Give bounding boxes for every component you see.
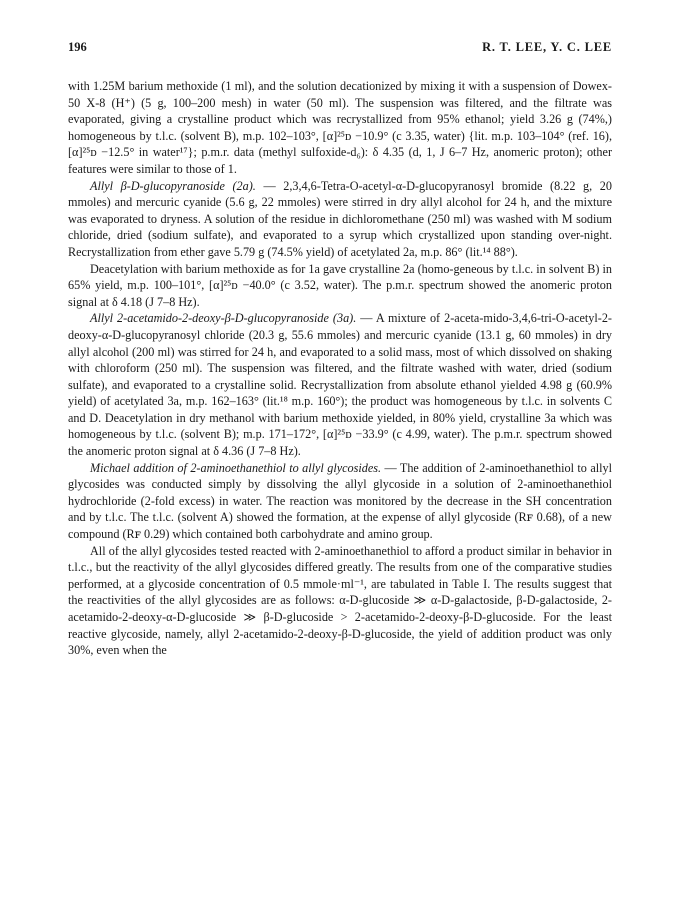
page-number: 196 <box>68 40 87 54</box>
paragraph-text: with 1.25M barium methoxide (1 ml), and the solution decationized by mixing it with a suspension of Dowex-50 X-8 (H⁺) (5 g, 100–200 mesh) in water (50 ml). The suspension was filtered, and the filtrate was evaporated, giving a crystalline product which was recrystallized from 95% ethanol; yield 3.26 g (74%,) homogeneous by t.l.c. (solvent B), m.p. 102–103°, [α]²⁵ᴅ −10.9° (c 3.35, water) {lit. m.p. 103–104° (ref. 16), [α]²⁵ᴅ −12.5° in water¹⁷}; p.m.r. data (methyl sulfoxide-d₆): δ 4.35 (d, 1, J 6–7 Hz, anomeric proton); other features were similar to those of 1. <box>68 79 612 176</box>
paragraph-heading: Michael addition of 2-aminoethanethiol to allyl glycosides. <box>90 460 382 475</box>
article-body <box>68 78 612 659</box>
paragraph-text: — A mixture of 2-aceta-mido-3,4,6-tri-O-acetyl-2-deoxy-α-D-glucopyranosyl chloride (20.3 g, 55.6 mmoles) and mercuric cyanide (13.1 g, 60 mmoles) in dry allyl alcohol (200 ml) was stirred for 24 h, and evaporated to a solid mass, most of which dissolved on shaking with chloroform (250 ml). The suspension was filtered, and the filtrate washed with water, dried (sodium sulfate), and evaporated to a crystalline solid. Recrystallization from absolute ethanol yielded 4.98 g (60.9% yield) of acetylated 3a, m.p. 162–163° (lit.¹⁸ m.p. 160°); the product was homogeneous by t.l.c. in solvents C and D. Deacetylation in dry methanol with barium methoxide yielded, in 80% yield, crystalline 3a which was homogeneous by t.l.c. (solvent B); m.p. 171–172°, [α]²⁵ᴅ −33.9° (c 4.99, water). The p.m.r. spectrum showed the anomeric proton signal at δ 4.36 (J 7–8 Hz). <box>68 311 612 459</box>
running-head: R. T. LEE, Y. C. LEE <box>482 40 612 54</box>
paragraph <box>68 460 612 543</box>
paragraph-text: — 2,3,4,6-Tetra-O-acetyl-α-D-glucopyranosyl bromide (8.22 g, 20 mmoles) and mercuric cyanide (5.6 g, 22 mmoles) were stirred in dry allyl alcohol for 24 h, and the mixture was evaporated to dryness. A solution of the residue in dichloromethane (250 ml) was washed with M sodium chloride, dried (sodium sulfate), and evaporated to a syrup which crystallized upon standing over-night. Recrystallization from ether gave 5.79 g (74.5% yield) of acetylated 2a, m.p. 86° (lit.¹⁴ 88°). <box>68 178 612 259</box>
paragraph <box>68 543 612 659</box>
paragraph-text: Deacetylation with barium methoxide as for 1a gave crystalline 2a (homo-geneous by t.l.c. in solvent B) in 65% yield, m.p. 100–101°, [α]²⁵ᴅ −40.0° (c 3.52, water). The p.m.r. spectrum showed the anomeric proton signal at δ 4.18 (J 7–8 Hz). <box>68 261 612 309</box>
paragraph <box>68 78 612 178</box>
paragraph-text: — The addition of 2-aminoethanethiol to allyl glycosides was conducted simply by dissolving the allyl glycoside in a solution of 2-aminoethanethiol hydrochloride (2-fold excess) in water. The reaction was monitored by the decrease in the SH concentration and by t.l.c. The t.l.c. (solvent A) showed the formation, at the expense of allyl glycoside (Rꜰ 0.68), of a new compound (Rꜰ 0.29) which contained both carbohydrate and amino group. <box>68 460 612 542</box>
paragraph-heading: Allyl β-D-glucopyranoside (2a). <box>90 178 256 193</box>
paragraph <box>68 178 612 261</box>
paragraph <box>68 310 612 459</box>
paragraph <box>68 261 612 311</box>
paragraph-heading: Allyl 2-acetamido-2-deoxy-β-D-glucopyranoside (3a). <box>90 311 357 326</box>
paragraph-text: All of the allyl glycosides tested reacted with 2-aminoethanethiol to afford a product similar in behavior in t.l.c., but the reactivity of the allyl glycosides differed greatly. The results from one of the comparative studies performed, at a glycoside concentration of 0.5 mmole·ml⁻¹, are tabulated in Table I. The results suggest that the reactivities of the allyl glycosides are as follows: α-D-glucoside ≫ α-D-galactoside, β-D-galactoside, 2-acetamido-2-deoxy-α-D-glucoside ≫ β-D-glucoside > 2-acetamido-2-deoxy-β-D-glucoside. For the least reactive glycoside, namely, allyl 2-acetamido-2-deoxy-β-D-glucoside, the yield of addition product was only 30%, even when the <box>68 543 612 658</box>
page-header <box>68 40 612 60</box>
